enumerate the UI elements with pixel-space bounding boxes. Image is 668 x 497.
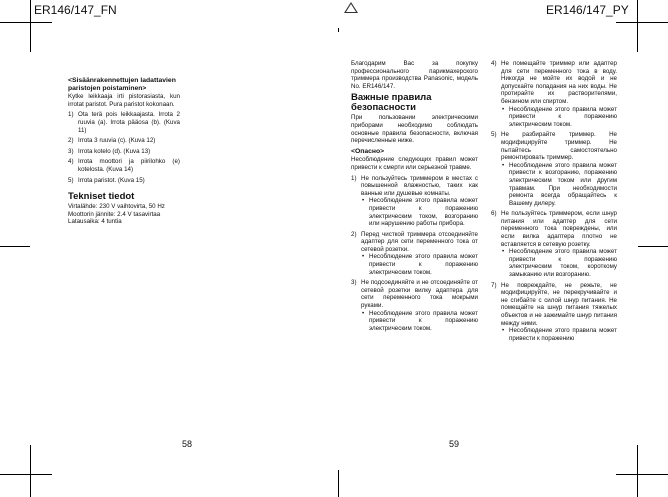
crop-mark: [638, 246, 668, 247]
item-number: 3): [68, 147, 74, 155]
item-number: 7): [491, 281, 497, 289]
crop-mark: [30, 445, 31, 497]
list-item: [68, 137, 180, 145]
list-item: [68, 148, 180, 156]
item-text: Не разбирайте триммер. Не модифицируйте триммер. Не пытайтесь самостоятельно ремонтировать триммер.: [501, 131, 617, 162]
item-text: Irrota paristot. (Kuva 15): [78, 176, 145, 184]
item-text: Не помещайте триммер или адаптер для сети переменного тока в воду. Никогда не мойте их водой и не допускайте попадания на них воды. Не протирайте их растворителями, бензином или спиртом.: [501, 60, 617, 105]
item-number: 2): [68, 137, 74, 145]
list-item: [491, 60, 617, 128]
item-text: Не пользуйтесь триммером в местах с повышенной влажностью, таких как ванные или душевые комнаты.: [361, 174, 478, 197]
header-right: ER146/147_PY: [546, 3, 629, 17]
page-number-right: 59: [449, 439, 460, 449]
item-note: • Несоблюдение этого правила может привести к поражению электрическим током.: [361, 310, 478, 333]
item-text: Перед чисткой триммера отсоединяйте адаптер для сети переменного тока от сетевой розетки.: [361, 230, 478, 253]
crop-mark: [637, 0, 638, 52]
item-number: 5): [491, 131, 497, 139]
safety-title: Важные правила безопасности: [351, 92, 432, 114]
item-text: Irrota moottori ja piirilohko (e) kotelosta. (Kuva 14): [78, 158, 180, 173]
crop-mark: [616, 474, 668, 475]
registration-triangle-icon: [344, 2, 358, 13]
item-text: Не подсоединяйте и не отсоединяйте от сетевой розетки вилку адаптера для сети переменного тока мокрыми руками.: [361, 279, 478, 310]
danger-title: <Опасно>: [351, 147, 385, 155]
safety-intro: При пользовании электрическими приборами необходимо соблюдать основные правила безопасности, включая перечисленные ниже.: [351, 114, 478, 145]
thanks-text: Благодарим Вас за покупку профессионального парикмахерского триммера производства Panasonic, модель No. ER146/147.: [351, 60, 478, 90]
list-item: [351, 231, 478, 277]
steps-list: [68, 111, 180, 184]
item-number: 6): [491, 210, 497, 218]
list-item: [491, 282, 617, 343]
list-item: [351, 279, 478, 332]
list-item: [68, 177, 180, 185]
list-item: [351, 175, 478, 228]
crop-mark: [0, 474, 52, 475]
item-number: 3): [351, 279, 357, 287]
list-item: [491, 210, 617, 278]
crop-mark: [637, 445, 638, 497]
tech-specs-title: Tekniset tiedot: [68, 191, 135, 203]
crop-mark: [0, 22, 52, 23]
rules-list: [351, 175, 478, 333]
intro-text: Kytke leikkaaja irti pistorasiasta, kun irrotat paristot. Pura paristot kokonaan.: [68, 93, 180, 108]
center-line: [338, 470, 339, 497]
list-item: [68, 111, 180, 134]
item-note: • Несоблюдение этого правила может привести к поражению электрическим током, возгоранию или нарушению работы прибора.: [361, 197, 478, 227]
russian-column-2: [491, 60, 617, 345]
russian-column-1: [351, 60, 478, 335]
item-number: 2): [351, 230, 357, 238]
finnish-column: [68, 74, 180, 226]
item-note: • Несоблюдение этого правила может привести к поражению: [501, 327, 617, 342]
list-item: [68, 158, 180, 173]
page-number-left: 58: [182, 439, 193, 449]
rules-list-continued: [491, 60, 617, 342]
crop-mark: [616, 22, 668, 23]
danger-intro: Несоблюдение следующих правил может привести к смерти или серьезной травме.: [351, 156, 478, 171]
item-note: • Несоблюдение этого правила может привести к поражению электрическим током.: [501, 106, 617, 129]
spec-line: Virtalähde: 230 V vaihtovirta, 50 Hz: [68, 203, 165, 211]
center-line: [338, 28, 339, 32]
item-number: 1): [351, 174, 357, 182]
spec-line: Moottorin jännite: 2.4 V tasavirtaa: [68, 210, 161, 218]
item-text: Ota terä pois leikkaajasta. Irrota 2 ruuvia (a). Irrota pääosa (b). (Kuva 11): [78, 111, 180, 134]
item-text: Irrota 3 ruuvia (c). (Kuva 12): [78, 137, 156, 145]
spec-line: Latausaika: 4 tuntia: [68, 218, 122, 226]
item-note: • Несоблюдение этого правила может привести к поражению электрическим током.: [361, 253, 478, 276]
item-number: 4): [491, 60, 497, 67]
item-text: Не повреждайте, не режьте, не модифицируйте, не перекручивайте и не сгибайте с силой шнур питания. Не помещайте на шнур питания тяжелых объектов и не зажимайте шнур питания между ними.: [501, 281, 617, 327]
item-number: 5): [68, 176, 74, 184]
header-left: ER146/147_FN: [34, 3, 117, 17]
crop-mark: [0, 246, 30, 247]
item-note: • Несоблюдение этого правила может привести к поражению электрическим током, короткому замыканию или возгоранию.: [501, 248, 617, 278]
item-number: 4): [68, 158, 74, 166]
item-text: Не пользуйтесь триммером, если шнур питания или адаптер для сети переменного тока повреждены, или если вилка адаптера плотно не вставляется в сетевую розетку.: [501, 210, 617, 248]
list-item: [491, 131, 617, 207]
section-title: <Sisäänrakennettujen ladattavien paristojen poistaminen>: [68, 77, 176, 92]
item-note: • Несоблюдение этого правила может привести к возгоранию, поражению электрическим током или другим травмам. При необходимости ремонта всегда обращайтесь к Вашему дилеру.: [501, 162, 617, 208]
item-number: 1): [68, 111, 74, 119]
crop-mark: [30, 0, 31, 52]
item-text: Irrota kotelo (d). (Kuva 13): [78, 147, 151, 155]
